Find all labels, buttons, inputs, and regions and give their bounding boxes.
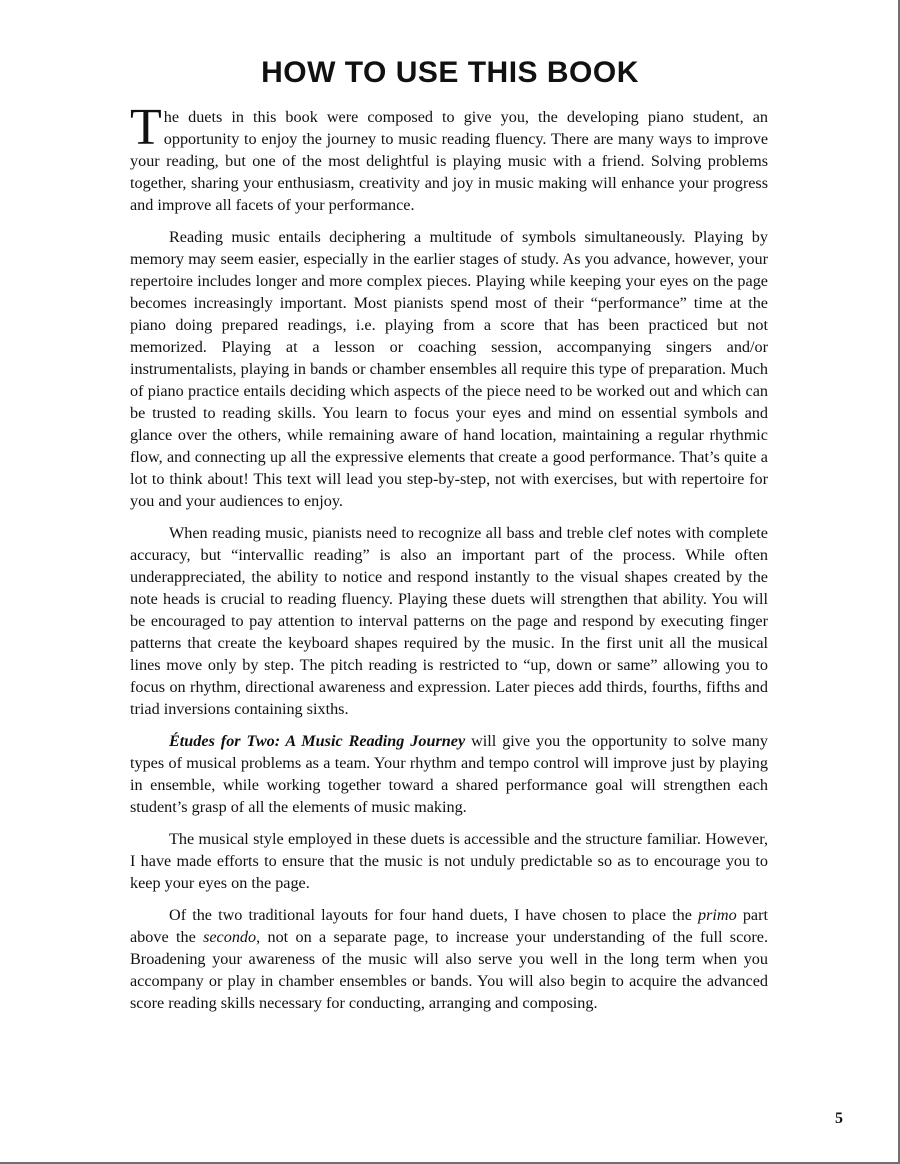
book-title: Études for Two: A Music Reading Journey [169, 732, 466, 750]
layouts-text-3: , not on a separate page, to increase your understanding of the full score. Broadening your awareness of the music will also serve you well in the long term when you accompany or play in chamber ensembles or bands. You will also begin to acquire the advanced score reading skills necessary for conducting, arranging and composing. [130, 928, 768, 1012]
paragraph-reading-music: Reading music entails deciphering a multitude of symbols simultaneously. Playing by memory may seem easier, especially in the earlier stages of study. As you advance, however, your repertoire includes longer and more complex pieces. Playing while keeping your eyes on the page becomes increasingly important. Most pianists spend most of their “performance” time at the piano doing prepared readings, i.e. playing from a score that has been practiced but not memorized. Playing at a lesson or coaching session, accompanying singers and/or instrumentalists, playing in bands or chamber ensembles all require this type of preparation. Much of piano practice entails deciding which aspects of the piece need to be worked out and which can be trusted to reading skills. You learn to focus your eyes and mind on essential symbols and glance over the others, while remaining aware of hand location, maintaining a regular rhythmic flow, and connecting up all the expressive elements that create a good performance. That’s quite a lot to think about! This text will lead you step-by-step, not with exercises, but with repertoire for you and your audiences to enjoy. [130, 228, 768, 510]
body-text [130, 99, 768, 1024]
paragraph-musical-style: The musical style employed in these duets is accessible and the structure familiar. However, I have made efforts to ensure that the music is not unduly predictable so as to encourage you to keep your eyes on the page. [130, 830, 768, 892]
paragraph-layouts [130, 904, 768, 1014]
page-title: HOW TO USE THIS BOOK [261, 56, 639, 89]
paragraph-etudes [130, 730, 768, 818]
paragraph-intro-text: he duets in this book were composed to give you, the developing piano student, an opportunity to enjoy the journey to music reading fluency. There are many ways to improve your reading, but one of the most delightful is playing music with a friend. Solving problems together, sharing your enthusiasm, creativity and joy in music making will enhance your progress and improve all facets of your performance. [130, 108, 768, 214]
drop-cap: T [130, 99, 162, 156]
layouts-text-2: part above the [130, 906, 768, 946]
paragraph-intervallic-reading: When reading music, pianists need to recognize all bass and treble clef notes with complete accuracy, but “intervallic reading” is also an important part of the process. While often underappreciated, the ability to notice and respond instantly to the visual shapes created by the note heads is crucial to reading fluency. Playing these duets will strengthen that ability. You will be encouraged to pay attention to interval patterns on the page and respond by executing finger patterns that create the keyboard shapes required by the music. In the first unit all the musical lines move only by step. The pitch reading is restricted to “up, down or same” allowing you to focus on rhythm, directional awareness and expression. Later pieces add thirds, fourths, fifths and triad inversions containing sixths. [130, 524, 768, 718]
paragraph-etudes-text: will give you the opportunity to solve many types of musical problems as a team. Your rhythm and tempo control will improve just by playing in ensemble, while working together toward a shared performance goal will strengthen each student’s grasp of all the elements of music making. [130, 732, 768, 816]
secondo-term: secondo [203, 928, 257, 946]
layouts-text-1: Of the two traditional layouts for four hand duets, I have chosen to place the [169, 906, 699, 924]
page-number: 5 [835, 1110, 843, 1127]
primo-term: primo [698, 906, 737, 924]
paragraph-intro [130, 99, 768, 216]
